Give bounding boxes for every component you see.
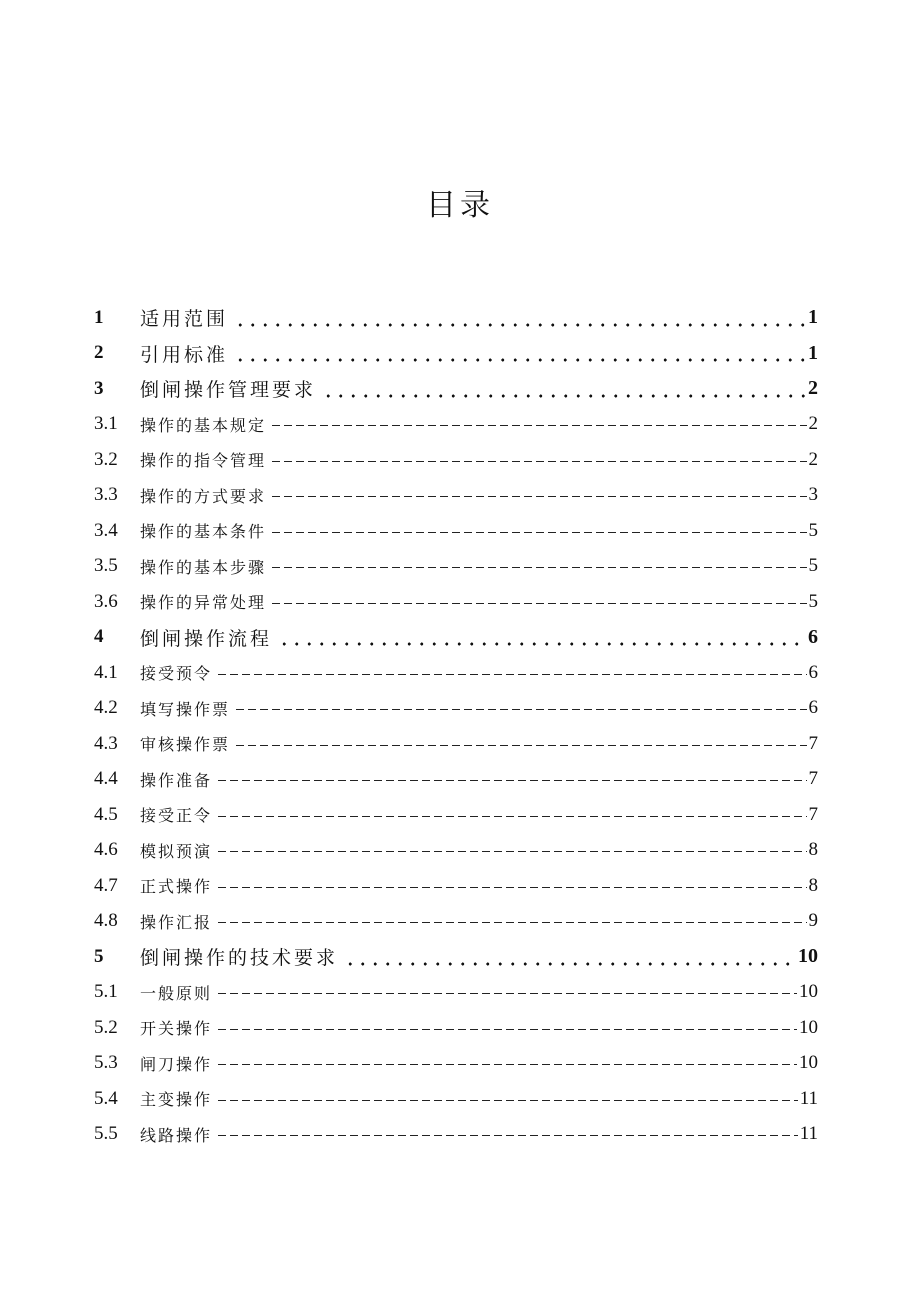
toc-chapter-entry[interactable]: [94, 620, 818, 656]
toc-entry-number: 4.4: [94, 768, 118, 790]
toc-entry-title: 主变操作: [140, 1090, 213, 1110]
toc-entry-title: 操作的方式要求: [140, 486, 267, 506]
toc-page-number: 11: [799, 1123, 818, 1145]
toc-entry-title: 一般原则: [140, 983, 213, 1003]
toc-entry-title: 操作的指令管理: [140, 451, 267, 471]
toc-entry-number: 4: [94, 626, 104, 648]
toc-leader-line: [218, 805, 806, 825]
toc-entry-title: 填写操作票: [140, 699, 231, 719]
toc-entry-number: 5.4: [94, 1087, 118, 1109]
toc-entry-title: 引用标准: [140, 343, 229, 366]
toc-page-number: 10: [799, 981, 818, 1003]
toc-page-number: 2: [808, 448, 818, 470]
toc-leader-line: [218, 1053, 797, 1073]
toc-chapter-entry[interactable]: [94, 300, 818, 336]
toc-section-entry[interactable]: [94, 975, 818, 1011]
toc-page-number: 6: [808, 625, 818, 648]
table-of-contents: [94, 300, 818, 1152]
toc-section-entry[interactable]: [94, 1117, 818, 1153]
toc-section-entry[interactable]: [94, 584, 818, 620]
toc-leader-line: [344, 947, 796, 967]
toc-section-entry[interactable]: [94, 833, 818, 869]
toc-leader-line: [218, 769, 806, 789]
toc-entry-number: 3.5: [94, 555, 118, 577]
toc-leader-line: [218, 982, 797, 1002]
toc-page-number: 11: [799, 1087, 818, 1109]
toc-entry-number: 4.1: [94, 661, 118, 683]
toc-entry-number: 2: [94, 342, 104, 364]
toc-entry-title: 操作的基本规定: [140, 415, 267, 435]
toc-section-entry[interactable]: [94, 762, 818, 798]
toc-section-entry[interactable]: [94, 1010, 818, 1046]
toc-entry-number: 5.5: [94, 1123, 118, 1145]
toc-leader-line: [236, 734, 806, 754]
toc-leader-line: [218, 1089, 798, 1109]
toc-entry-title: 操作汇报: [140, 912, 213, 932]
toc-leader-line: [272, 485, 806, 505]
toc-leader-line: [218, 1124, 798, 1144]
toc-leader-line: [218, 876, 806, 896]
toc-section-entry[interactable]: [94, 726, 818, 762]
toc-page-number: 10: [798, 945, 818, 968]
toc-page-number: 8: [808, 874, 818, 896]
toc-chapter-entry[interactable]: [94, 336, 818, 372]
toc-chapter-entry[interactable]: [94, 939, 818, 975]
toc-leader-line: [278, 627, 806, 647]
toc-leader-line: [272, 521, 806, 541]
toc-leader-line: [234, 308, 806, 328]
toc-page-number: 2: [808, 377, 818, 400]
toc-page-number: 1: [808, 306, 818, 329]
toc-entry-number: 4.5: [94, 803, 118, 825]
toc-entry-number: 3.1: [94, 413, 118, 435]
toc-page-number: 5: [808, 555, 818, 577]
toc-entry-number: 1: [94, 306, 104, 328]
toc-entry-title: 接受预令: [140, 664, 213, 684]
toc-leader-line: [272, 450, 806, 470]
toc-page-number: 7: [808, 768, 818, 790]
toc-entry-title: 操作的异常处理: [140, 593, 267, 613]
toc-entry-number: 4.3: [94, 732, 118, 754]
toc-entry-title: 闸刀操作: [140, 1054, 213, 1074]
toc-entry-number: 4.2: [94, 697, 118, 719]
toc-entry-title: 正式操作: [140, 877, 213, 897]
toc-entry-number: 3: [94, 377, 104, 399]
toc-entry-title: 倒闸操作的技术要求: [140, 947, 339, 970]
toc-leader-line: [236, 698, 806, 718]
toc-entry-number: 5.3: [94, 1052, 118, 1074]
toc-page-number: 3: [808, 484, 818, 506]
toc-entry-number: 5.1: [94, 981, 118, 1003]
toc-entry-title: 适用范围: [140, 308, 229, 331]
toc-entry-title: 开关操作: [140, 1019, 213, 1039]
toc-page-number: 9: [808, 910, 818, 932]
toc-entry-number: 4.6: [94, 839, 118, 861]
toc-section-entry[interactable]: [94, 442, 818, 478]
toc-entry-title: 接受正令: [140, 806, 213, 826]
toc-section-entry[interactable]: [94, 549, 818, 585]
toc-entry-title: 操作准备: [140, 770, 213, 790]
toc-entry-title: 线路操作: [140, 1125, 213, 1145]
toc-entry-number: 3.4: [94, 519, 118, 541]
toc-entry-number: 4.7: [94, 874, 118, 896]
toc-section-entry[interactable]: [94, 904, 818, 940]
toc-section-entry[interactable]: [94, 797, 818, 833]
toc-section-entry[interactable]: [94, 1046, 818, 1082]
toc-section-entry[interactable]: [94, 407, 818, 443]
toc-page-number: 10: [799, 1052, 818, 1074]
toc-leader-line: [272, 592, 806, 612]
toc-leader-line: [272, 414, 806, 434]
toc-entry-title: 倒闸操作管理要求: [140, 379, 317, 402]
toc-leader-line: [322, 379, 806, 399]
toc-page-number: 7: [808, 732, 818, 754]
toc-entry-title: 模拟预演: [140, 841, 213, 861]
toc-entry-number: 5.2: [94, 1016, 118, 1038]
toc-page-number: 1: [808, 341, 818, 364]
toc-entry-number: 4.8: [94, 910, 118, 932]
toc-leader-line: [218, 663, 806, 683]
toc-leader-line: [218, 1018, 797, 1038]
toc-section-entry[interactable]: [94, 513, 818, 549]
toc-section-entry[interactable]: [94, 691, 818, 727]
toc-entry-title: 操作的基本条件: [140, 522, 267, 542]
toc-leader-line: [218, 840, 806, 860]
toc-page-number: 6: [808, 661, 818, 683]
toc-page-number: 7: [808, 803, 818, 825]
toc-leader-line: [272, 556, 806, 576]
toc-entry-title: 审核操作票: [140, 735, 231, 755]
toc-entry-title: 倒闸操作流程: [140, 627, 273, 650]
toc-section-entry[interactable]: [94, 1081, 818, 1117]
toc-entry-number: 3.2: [94, 448, 118, 470]
toc-page-number: 6: [808, 697, 818, 719]
toc-page-number: 2: [808, 413, 818, 435]
toc-leader-line: [218, 911, 806, 931]
toc-entry-title: 操作的基本步骤: [140, 557, 267, 577]
toc-page-number: 8: [808, 839, 818, 861]
toc-page-number: 10: [799, 1016, 818, 1038]
toc-page-number: 5: [808, 519, 818, 541]
toc-section-entry[interactable]: [94, 478, 818, 514]
toc-section-entry[interactable]: [94, 655, 818, 691]
toc-section-entry[interactable]: [94, 868, 818, 904]
toc-chapter-entry[interactable]: [94, 371, 818, 407]
toc-page-number: 5: [808, 590, 818, 612]
toc-entry-number: 5: [94, 945, 104, 967]
toc-entry-number: 3.3: [94, 484, 118, 506]
toc-entry-number: 3.6: [94, 590, 118, 612]
page-title: 目录: [426, 188, 494, 223]
toc-leader-line: [234, 343, 806, 363]
